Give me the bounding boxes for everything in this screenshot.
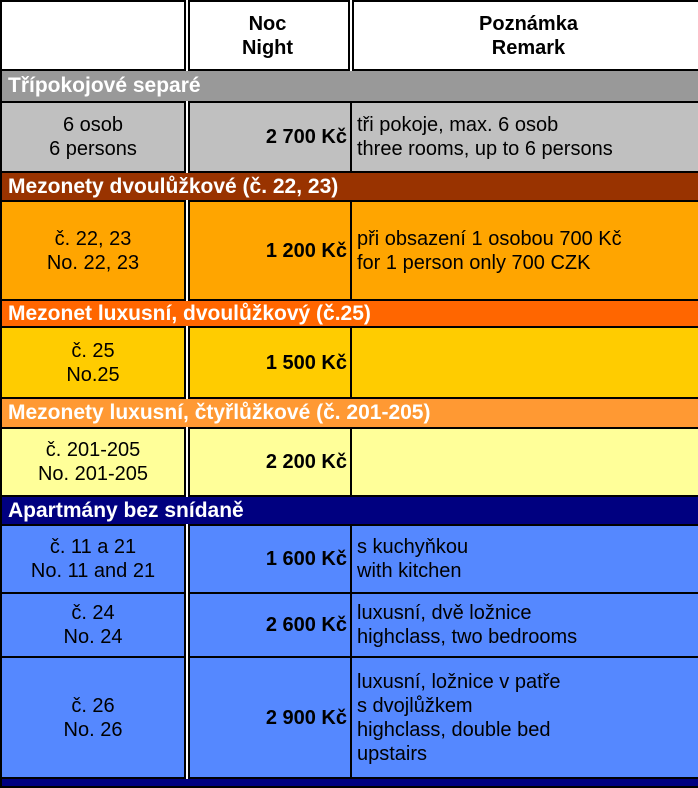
section-title: Apartmány bez snídaně [1, 496, 698, 525]
section-title: Mezonety luxusní, čtyřlůžkové (č. 201-205) [1, 398, 698, 428]
room-cell: č. 11 a 21 No. 11 and 21 [1, 525, 187, 593]
room-cell: 6 osob 6 persons [1, 102, 187, 172]
price-cell: 2 900 Kč [187, 657, 351, 778]
table-row [1, 525, 698, 593]
section-header-row [1, 300, 698, 327]
room-cell: č. 26 No. 26 [1, 657, 187, 778]
price-cell: 2 600 Kč [187, 593, 351, 657]
remark-cell: při obsazení 1 osobou 700 Kč for 1 person only 700 CZK [351, 201, 698, 300]
section-header-row [1, 398, 698, 428]
price-cell: 1 200 Kč [187, 201, 351, 300]
night-label-en: Night [241, 36, 294, 59]
section-header-row [1, 172, 698, 201]
night-label-cs: Noc [248, 12, 287, 35]
table-row [1, 593, 698, 657]
remark-cell: luxusní, ložnice v patře s dvojlůžkem highclass, double bed upstairs [351, 657, 698, 778]
table-row [1, 201, 698, 300]
night-column-header [187, 1, 351, 70]
table-row [1, 102, 698, 172]
section-title: Mezonety dvoulůžkové (č. 22, 23) [1, 172, 698, 201]
remark-cell: luxusní, dvě ložnice highclass, two bedrooms [351, 593, 698, 657]
remark-cell [351, 428, 698, 496]
price-cell: 1 600 Kč [187, 525, 351, 593]
section-header-row [1, 496, 698, 525]
room-cell: č. 22, 23 No. 22, 23 [1, 201, 187, 300]
remark-label-cs: Poznámka [479, 12, 578, 35]
table-row [1, 657, 698, 778]
room-cell: č. 201-205 No. 201-205 [1, 428, 187, 496]
price-cell: 1 500 Kč [187, 327, 351, 398]
remark-cell: tři pokoje, max. 6 osob three rooms, up to 6 persons [351, 102, 698, 172]
table-row [1, 428, 698, 496]
room-column-header [1, 1, 187, 70]
header-row [1, 1, 698, 70]
remark-column-header [351, 1, 698, 70]
section-title: Mezonet luxusní, dvoulůžkový (č.25) [1, 300, 698, 327]
price-cell: 2 700 Kč [187, 102, 351, 172]
remark-cell [351, 327, 698, 398]
section-header-row [1, 70, 698, 102]
section-title: Třípokojové separé [1, 70, 698, 102]
room-cell: č. 24 No. 24 [1, 593, 187, 657]
room-cell: č. 25 No.25 [1, 327, 187, 398]
price-cell: 2 200 Kč [187, 428, 351, 496]
remark-cell: s kuchyňkou with kitchen [351, 525, 698, 593]
remark-label-en: Remark [491, 36, 566, 59]
table-row [1, 327, 698, 398]
